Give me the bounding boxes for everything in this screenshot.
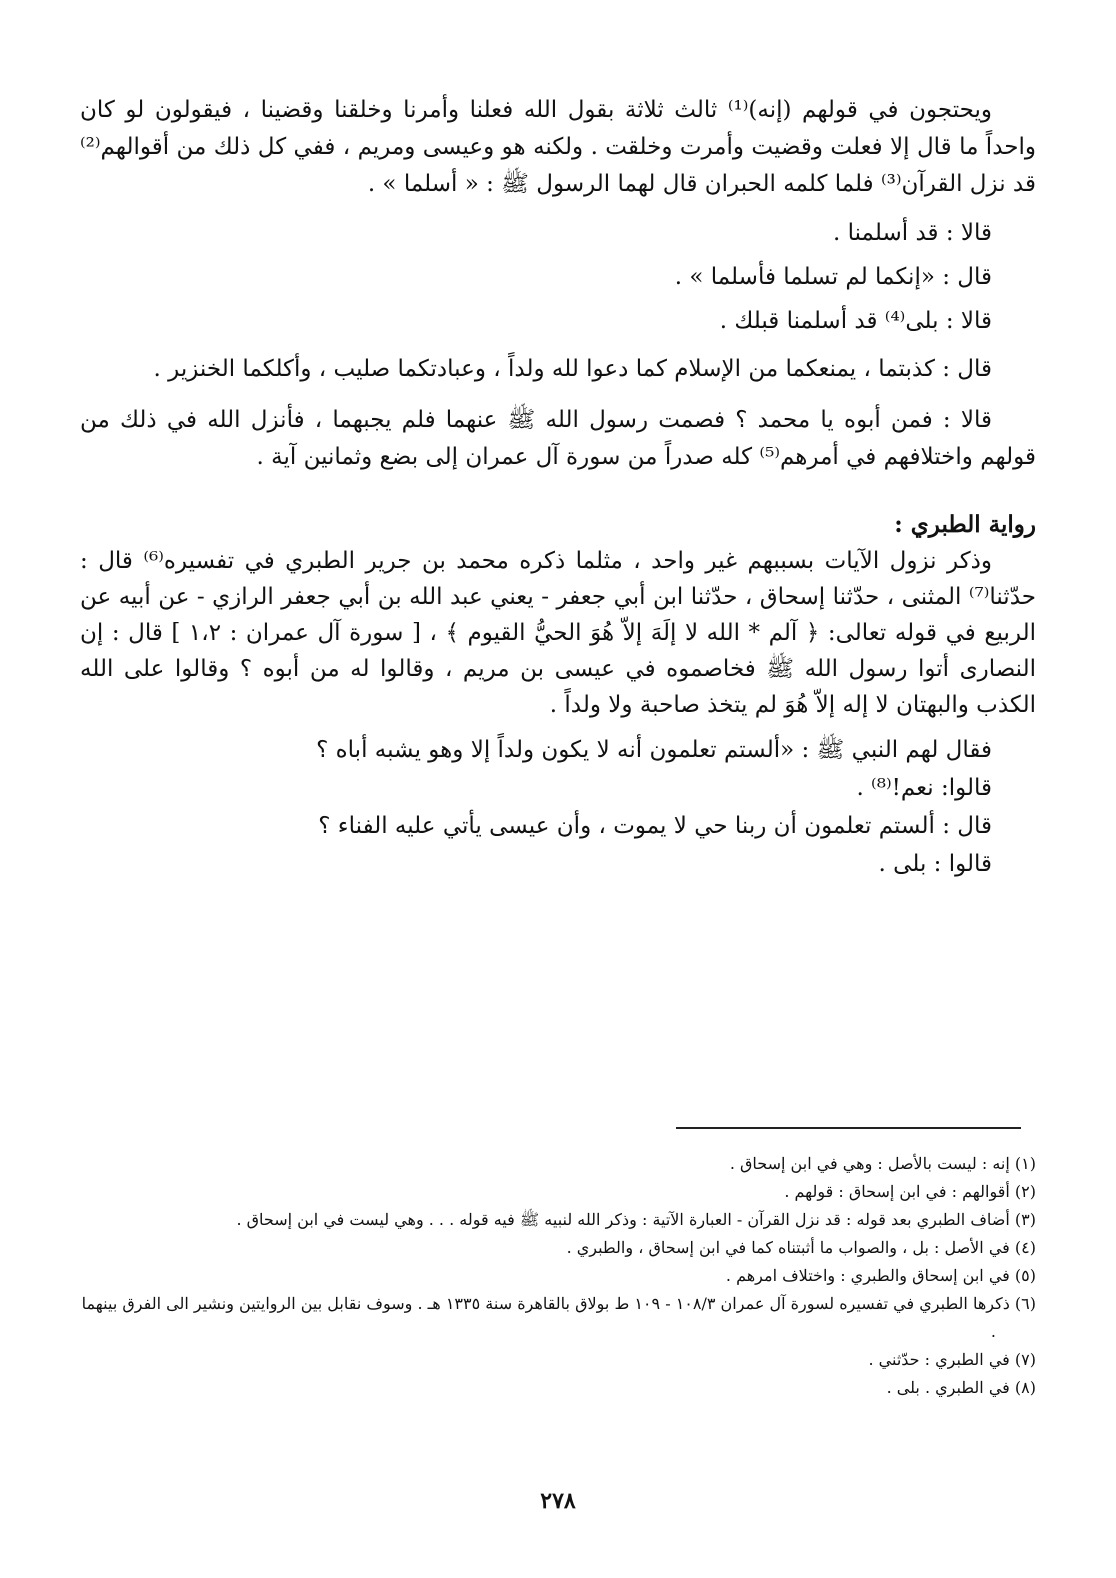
section-heading: رواية الطبري : [894,511,1036,538]
dialog-line: فقال لهم النبي ﷺ : «ألستم تعلمون أنه لا يكون ولداً إلا وهو يشبه أباه ؟ [316,737,992,763]
footnote: (٥) في ابن إسحاق والطبري : واختلاف امرهم . [725,1266,1036,1285]
footnote: (١) إنه : ليست بالأصل : وهي في ابن إسحاق . [729,1154,1036,1173]
dialog-line: قال : «إنكما لم تسلما فأسلما » . [674,264,992,290]
dialog-line: قالوا : بلى . [878,851,992,877]
dialog-line: قالا : قد أسلمنا . [832,220,992,246]
footnote: (٢) أقوالهم : في ابن إسحاق : قولهم . [784,1182,1036,1201]
dialog-line: قالوا: نعم!⁽⁸⁾ . [856,775,992,801]
spacer [80,388,1036,402]
paragraph-1: ويحتجون في قولهم (إنه)⁽¹⁾ ثالث ثلاثة بقول الله فعلنا وأمرنا وخلقنا وقضينا ، فيقولون لو كان واحداً ما قال إلا فعلت وقضيت وأمرت وخلقت . ولكنه هو وعيسى ومريم ، ففي كل ذلك من أقوالهم⁽²⁾ قد نزل القرآن⁽³⁾ فلما كلمه الحبران قال لهما الرسول ﷺ : « أسلما » . [80,97,1036,197]
footnote-divider [676,1127,1021,1129]
dialog-line: قالا : بلى⁽⁴⁾ قد أسلمنا قبلك . [719,308,992,334]
paragraph-2: قال : كذبتما ، يمنعكما من الإسلام كما دعوا لله ولداً ، وعبادتكما صليب ، وأكلكما الخنزير . [153,356,992,382]
dialog-line: قال : ألستم تعلمون أن ربنا حي لا يموت ، وأن عيسى يأتي عليه الفناء ؟ [318,813,992,839]
page-body [80,92,1036,883]
footnote: (٧) في الطبري : حدّثني . [868,1350,1036,1369]
footnote: (٣) أضاف الطبري بعد قوله : قد نزل القرآن - العبارة الآتية : وذكر الله لنبيه ﷺ فيه قوله . . . وهي ليست في ابن إسحاق . [236,1210,1036,1229]
footnote: (٤) في الأصل : بل ، والصواب ما أثبتناه كما في ابن إسحاق ، والطبري . [566,1238,1036,1257]
paragraph-4: وذكر نزول الآيات بسببهم غير واحد ، مثلما ذكره محمد بن جرير الطبري في تفسيره⁽⁶⁾ قال : حدّثنا⁽⁷⁾ المثنى ، حدّثنا إسحاق ، حدّثنا ابن أبي جعفر - يعني عبد الله بن أبي جعفر الرازي - عن أبيه عن الربيع في قوله تعالى: ﴿ آلم * الله لا إلَهَ إلاّ هُوَ الحيُّ القيوم ﴾ ، [ سورة آل عمران : ١،٢ ] قال : إن النصارى أتوا رسول الله ﷺ فخاصموه في عيسى بن مريم ، وقالوا له من أبوه ؟ وقالوا على الله الكذب والبهتان لا إله إلاّ هُوَ لم يتخذ صاحبة ولا ولداً . [80,548,1036,718]
paragraph-3: قالا : فمن أبوه يا محمد ؟ فصمت رسول الله ﷺ عنهما فلم يجبهما ، فأنزل الله في ذلك من قولهم واختلافهم في أمرهم⁽⁵⁾ كله صدراً من سورة آل عمران إلى بضع وثمانين آية . [80,407,1036,470]
spacer [80,343,1036,351]
footnotes [80,1150,1036,1402]
spacer [80,723,1036,731]
footnote: (٨) في الطبري . بلى . [886,1378,1036,1397]
spacer [80,476,1036,506]
spacer [80,203,1036,211]
footnote: (٦) ذكرها الطبري في تفسيره لسورة آل عمران ١٠٨/٣ - ١٠٩ ط بولاق بالقاهرة سنة ١٣٣٥ هـ . وسوف نقابل بين الروايتين ونشير الى الفرق بينهما . [81,1294,1036,1341]
page-number: ٢٧٨ [540,1488,576,1514]
